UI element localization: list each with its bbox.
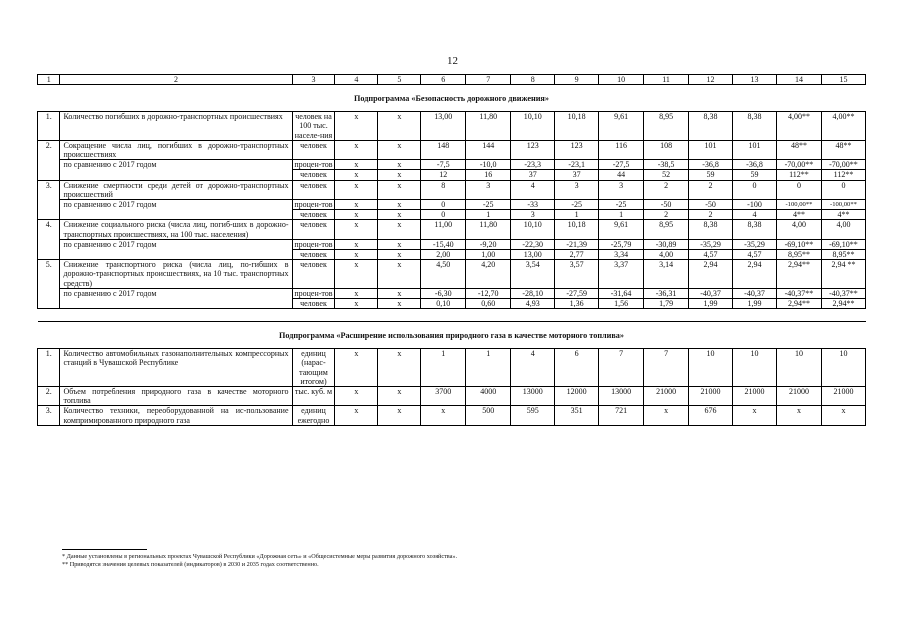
value-cell: 112** bbox=[821, 170, 865, 180]
value-cell: 7 bbox=[644, 349, 689, 387]
value-cell: -40,37 bbox=[733, 288, 777, 298]
value-cell: 10 bbox=[776, 349, 821, 387]
row-number: 3. bbox=[38, 180, 60, 220]
value-cell: 2 bbox=[644, 210, 689, 220]
value-cell: -100 bbox=[733, 200, 777, 210]
indicator-name: Снижение транспортного риска (числа лиц, по-гибших в дорожно-транспортных происшествиях, на 10 тыс. транспортных средств) bbox=[60, 260, 292, 289]
value-cell: 500 bbox=[466, 406, 511, 425]
header-cell: 1 bbox=[38, 75, 60, 85]
value-cell: 13000 bbox=[511, 387, 555, 406]
value-cell: 59 bbox=[733, 170, 777, 180]
value-cell: x bbox=[378, 220, 421, 239]
value-cell: x bbox=[335, 239, 378, 249]
value-cell: 1,00 bbox=[466, 250, 511, 260]
value-cell: x bbox=[335, 210, 378, 220]
value-cell: x bbox=[335, 299, 378, 309]
value-cell: -38,5 bbox=[644, 160, 689, 170]
unit-cell: человек bbox=[292, 210, 335, 220]
value-cell: x bbox=[335, 220, 378, 239]
value-cell: 101 bbox=[733, 140, 777, 159]
section-title-row bbox=[38, 85, 866, 112]
value-cell: 8,95 bbox=[644, 220, 689, 239]
value-cell: 3,54 bbox=[511, 260, 555, 289]
value-cell: x bbox=[378, 288, 421, 298]
value-cell: 2,94** bbox=[776, 299, 821, 309]
unit-cell: процен-тов bbox=[292, 160, 335, 170]
indicator-name: по сравнению с 2017 годом bbox=[60, 239, 292, 259]
indicator-name: Сокращение числа лиц, погибших в дорожно-транспортных происшествиях bbox=[60, 140, 292, 159]
value-cell: 21000 bbox=[821, 387, 865, 406]
value-cell: 4** bbox=[821, 210, 865, 220]
value-cell: 3,37 bbox=[599, 260, 644, 289]
value-cell: 0 bbox=[421, 200, 466, 210]
value-cell: x bbox=[378, 140, 421, 159]
unit-cell: единиц (нарас-тающим итогом) bbox=[292, 349, 335, 387]
value-cell: 3,34 bbox=[599, 250, 644, 260]
header-cell: 11 bbox=[644, 75, 689, 85]
value-cell: -7,5 bbox=[421, 160, 466, 170]
indicator-name: Количество техники, переоборудованной на ис-пользование компримированного природного газа bbox=[60, 406, 292, 425]
value-cell: -40,37 bbox=[689, 288, 733, 298]
value-cell: 12 bbox=[421, 170, 466, 180]
value-cell: 2 bbox=[689, 180, 733, 199]
value-cell: 10,18 bbox=[555, 112, 599, 141]
header-cell: 15 bbox=[821, 75, 865, 85]
value-cell: x bbox=[378, 299, 421, 309]
value-cell: 12000 bbox=[555, 387, 599, 406]
value-cell: 8,38 bbox=[733, 112, 777, 141]
value-cell: -6,30 bbox=[421, 288, 466, 298]
unit-cell: тыс. куб. м bbox=[292, 387, 335, 406]
value-cell: 0,60 bbox=[466, 299, 511, 309]
value-cell: 10,10 bbox=[511, 220, 555, 239]
value-cell: 8,38 bbox=[689, 112, 733, 141]
value-cell: x bbox=[378, 387, 421, 406]
value-cell: -27,59 bbox=[555, 288, 599, 298]
value-cell: 8 bbox=[421, 180, 466, 199]
row-number: 1. bbox=[38, 349, 60, 387]
value-cell: -23,3 bbox=[511, 160, 555, 170]
value-cell: 4 bbox=[511, 180, 555, 199]
value-cell: 1,99 bbox=[733, 299, 777, 309]
value-cell: 10 bbox=[689, 349, 733, 387]
indicator-name: по сравнению с 2017 годом bbox=[60, 288, 292, 308]
table-row bbox=[38, 288, 866, 298]
table-row bbox=[38, 260, 866, 289]
value-cell: 6 bbox=[555, 349, 599, 387]
value-cell: 1 bbox=[599, 210, 644, 220]
value-cell: x bbox=[776, 406, 821, 425]
value-cell: 48** bbox=[821, 140, 865, 159]
value-cell: x bbox=[335, 288, 378, 298]
header-cell: 2 bbox=[60, 75, 292, 85]
value-cell: 4** bbox=[776, 210, 821, 220]
value-cell: 3700 bbox=[421, 387, 466, 406]
value-cell: 112** bbox=[776, 170, 821, 180]
value-cell: 10,18 bbox=[555, 220, 599, 239]
header-cell: 6 bbox=[421, 75, 466, 85]
value-cell: 4,00 bbox=[644, 250, 689, 260]
value-cell: 0,10 bbox=[421, 299, 466, 309]
value-cell: x bbox=[378, 349, 421, 387]
header-cell: 8 bbox=[511, 75, 555, 85]
value-cell: 37 bbox=[511, 170, 555, 180]
value-cell: 10,10 bbox=[511, 112, 555, 141]
value-cell: 2,94** bbox=[821, 299, 865, 309]
value-cell: -15,40 bbox=[421, 239, 466, 249]
value-cell: x bbox=[335, 387, 378, 406]
value-cell: 101 bbox=[689, 140, 733, 159]
unit-cell: человек bbox=[292, 250, 335, 260]
value-cell: x bbox=[335, 260, 378, 289]
value-cell: -23,1 bbox=[555, 160, 599, 170]
value-cell: x bbox=[335, 349, 378, 387]
value-cell: 9,61 bbox=[599, 112, 644, 141]
footnotes bbox=[62, 553, 842, 569]
value-cell: 3,14 bbox=[644, 260, 689, 289]
unit-cell: процен-тов bbox=[292, 239, 335, 249]
value-cell: 2,94 ** bbox=[821, 260, 865, 289]
row-number: 3. bbox=[38, 406, 60, 425]
value-cell: 123 bbox=[555, 140, 599, 159]
value-cell: 4,57 bbox=[689, 250, 733, 260]
value-cell: 8,95** bbox=[821, 250, 865, 260]
value-cell: 4,00** bbox=[776, 112, 821, 141]
table-row bbox=[38, 239, 866, 249]
value-cell: x bbox=[378, 160, 421, 170]
value-cell: 1 bbox=[466, 210, 511, 220]
value-cell: 37 bbox=[555, 170, 599, 180]
value-cell: 2,00 bbox=[421, 250, 466, 260]
value-cell: 1 bbox=[466, 349, 511, 387]
value-cell: 3,57 bbox=[555, 260, 599, 289]
row-number: 1. bbox=[38, 112, 60, 141]
value-cell: x bbox=[335, 160, 378, 170]
value-cell: 13000 bbox=[599, 387, 644, 406]
header-cell: 10 bbox=[599, 75, 644, 85]
value-cell: 4,00** bbox=[821, 112, 865, 141]
indicator-name: Количество автомобильных газонаполнительных компрессорных станций в Чувашской Республике bbox=[60, 349, 292, 387]
value-cell: 595 bbox=[511, 406, 555, 425]
indicator-name: Снижение смертности среди детей от дорожно-транспортных происшествий bbox=[60, 180, 292, 199]
value-cell: x bbox=[335, 112, 378, 141]
value-cell: 4,57 bbox=[733, 250, 777, 260]
indicator-name: Количество погибших в дорожно-транспортных происшествиях bbox=[60, 112, 292, 141]
value-cell: -40,37** bbox=[776, 288, 821, 298]
value-cell: -36,8 bbox=[689, 160, 733, 170]
value-cell: 13,00 bbox=[511, 250, 555, 260]
value-cell: -9,20 bbox=[466, 239, 511, 249]
table-row bbox=[38, 349, 866, 387]
value-cell: -27,5 bbox=[599, 160, 644, 170]
value-cell: 3 bbox=[599, 180, 644, 199]
indicator-name: по сравнению с 2017 годом bbox=[60, 200, 292, 220]
value-cell: 4000 bbox=[466, 387, 511, 406]
value-cell: x bbox=[335, 140, 378, 159]
value-cell: 0 bbox=[821, 180, 865, 199]
value-cell: -31,64 bbox=[599, 288, 644, 298]
value-cell: -36,8 bbox=[733, 160, 777, 170]
value-cell: 11,80 bbox=[466, 220, 511, 239]
value-cell: 10 bbox=[733, 349, 777, 387]
value-cell: 59 bbox=[689, 170, 733, 180]
value-cell: -70,00** bbox=[776, 160, 821, 170]
header-cell: 5 bbox=[378, 75, 421, 85]
gap-cell bbox=[38, 309, 866, 322]
value-cell: 1,36 bbox=[555, 299, 599, 309]
unit-cell: единиц ежегодно bbox=[292, 406, 335, 425]
value-cell: 21000 bbox=[733, 387, 777, 406]
value-cell: 0 bbox=[421, 210, 466, 220]
value-cell: x bbox=[335, 250, 378, 260]
row-number: 5. bbox=[38, 260, 60, 309]
value-cell: 2,77 bbox=[555, 250, 599, 260]
value-cell: 144 bbox=[466, 140, 511, 159]
indicators-table bbox=[37, 74, 866, 426]
value-cell: -50 bbox=[689, 200, 733, 210]
value-cell: 21000 bbox=[689, 387, 733, 406]
value-cell: 3 bbox=[511, 210, 555, 220]
unit-cell: человек bbox=[292, 180, 335, 199]
unit-cell: процен-тов bbox=[292, 200, 335, 210]
value-cell: -69,10** bbox=[776, 239, 821, 249]
value-cell: 4,93 bbox=[511, 299, 555, 309]
value-cell: 4 bbox=[511, 349, 555, 387]
indicator-name: Объем потребления природного газа в качестве моторного топлива bbox=[60, 387, 292, 406]
value-cell: 8,38 bbox=[733, 220, 777, 239]
value-cell: -70,00** bbox=[821, 160, 865, 170]
value-cell: -100,00** bbox=[821, 200, 865, 210]
header-row bbox=[38, 75, 866, 85]
value-cell: 108 bbox=[644, 140, 689, 159]
value-cell: x bbox=[733, 406, 777, 425]
value-cell: -10,0 bbox=[466, 160, 511, 170]
value-cell: 8,38 bbox=[689, 220, 733, 239]
unit-cell: процен-тов bbox=[292, 288, 335, 298]
value-cell: 123 bbox=[511, 140, 555, 159]
value-cell: -100,00** bbox=[776, 200, 821, 210]
value-cell: -25,79 bbox=[599, 239, 644, 249]
unit-cell: человек bbox=[292, 299, 335, 309]
value-cell: 676 bbox=[689, 406, 733, 425]
table-row bbox=[38, 160, 866, 170]
value-cell: 1,99 bbox=[689, 299, 733, 309]
value-cell: x bbox=[821, 406, 865, 425]
value-cell: 4,00 bbox=[821, 220, 865, 239]
row-number: 2. bbox=[38, 387, 60, 406]
value-cell: 0 bbox=[733, 180, 777, 199]
value-cell: 2 bbox=[689, 210, 733, 220]
value-cell: 8,95** bbox=[776, 250, 821, 260]
header-cell: 12 bbox=[689, 75, 733, 85]
header-cell: 14 bbox=[776, 75, 821, 85]
indicator-name: по сравнению с 2017 годом bbox=[60, 160, 292, 180]
value-cell: 2,94 bbox=[689, 260, 733, 289]
value-cell: -25 bbox=[555, 200, 599, 210]
unit-cell: человек bbox=[292, 140, 335, 159]
footnote-1: * Данные установлены в региональных проектах Чувашской Республики «Дорожная сеть» и «Общесистемные меры развития дорожного хозяйства». bbox=[62, 553, 458, 560]
value-cell: x bbox=[378, 239, 421, 249]
value-cell: x bbox=[378, 210, 421, 220]
value-cell: 148 bbox=[421, 140, 466, 159]
value-cell: x bbox=[378, 180, 421, 199]
value-cell: -12,70 bbox=[466, 288, 511, 298]
value-cell: 11,80 bbox=[466, 112, 511, 141]
value-cell: -21,39 bbox=[555, 239, 599, 249]
value-cell: 116 bbox=[599, 140, 644, 159]
value-cell: -36,31 bbox=[644, 288, 689, 298]
value-cell: x bbox=[378, 250, 421, 260]
value-cell: -40,37** bbox=[821, 288, 865, 298]
value-cell: x bbox=[644, 406, 689, 425]
value-cell: 4,20 bbox=[466, 260, 511, 289]
value-cell: x bbox=[378, 200, 421, 210]
value-cell: x bbox=[335, 200, 378, 210]
value-cell: 4,00 bbox=[776, 220, 821, 239]
table-row bbox=[38, 387, 866, 406]
value-cell: 3 bbox=[555, 180, 599, 199]
value-cell: 1 bbox=[555, 210, 599, 220]
value-cell: 721 bbox=[599, 406, 644, 425]
header-cell: 4 bbox=[335, 75, 378, 85]
value-cell: 48** bbox=[776, 140, 821, 159]
value-cell: -28,10 bbox=[511, 288, 555, 298]
value-cell: 10 bbox=[821, 349, 865, 387]
value-cell: x bbox=[378, 406, 421, 425]
unit-cell: человек bbox=[292, 220, 335, 239]
value-cell: 7 bbox=[599, 349, 644, 387]
value-cell: 11,00 bbox=[421, 220, 466, 239]
table-row bbox=[38, 200, 866, 210]
value-cell: x bbox=[378, 170, 421, 180]
section-gap bbox=[38, 309, 866, 322]
row-number: 4. bbox=[38, 220, 60, 260]
value-cell: 44 bbox=[599, 170, 644, 180]
value-cell: 0 bbox=[776, 180, 821, 199]
value-cell: 9,61 bbox=[599, 220, 644, 239]
value-cell: 2,94** bbox=[776, 260, 821, 289]
value-cell: 52 bbox=[644, 170, 689, 180]
page-number: 12 bbox=[447, 55, 458, 67]
table-row bbox=[38, 180, 866, 199]
value-cell: -35,29 bbox=[733, 239, 777, 249]
value-cell: -22,30 bbox=[511, 239, 555, 249]
value-cell: 1,56 bbox=[599, 299, 644, 309]
value-cell: 16 bbox=[466, 170, 511, 180]
value-cell: 21000 bbox=[644, 387, 689, 406]
value-cell: -25 bbox=[599, 200, 644, 210]
value-cell: x bbox=[335, 180, 378, 199]
section-title: Подпрограмма «Безопасность дорожного движения» bbox=[354, 93, 549, 103]
value-cell: 3 bbox=[466, 180, 511, 199]
header-cell: 9 bbox=[555, 75, 599, 85]
indicator-name: Снижение социального риска (числа лиц, погиб-ших в дорожно-транспортных происшествиях, на 100 тыс. населения) bbox=[60, 220, 292, 239]
unit-cell: человек на 100 тыс. населе-ния bbox=[292, 112, 335, 141]
table-row bbox=[38, 406, 866, 425]
value-cell: -35,29 bbox=[689, 239, 733, 249]
value-cell: 1 bbox=[421, 349, 466, 387]
value-cell: 4 bbox=[733, 210, 777, 220]
value-cell: 2,94 bbox=[733, 260, 777, 289]
value-cell: -69,10** bbox=[821, 239, 865, 249]
value-cell: x bbox=[421, 406, 466, 425]
header-cell: 13 bbox=[733, 75, 777, 85]
value-cell: 21000 bbox=[776, 387, 821, 406]
value-cell: x bbox=[335, 406, 378, 425]
value-cell: 2 bbox=[644, 180, 689, 199]
footnote-2: ** Приводятся значения целевых показателей (индикаторов) в 2030 и 2035 годах соответственно. bbox=[62, 561, 319, 568]
row-number: 2. bbox=[38, 140, 60, 180]
section-title: Подпрограмма «Расширение использования природного газа в качестве моторного топлива» bbox=[279, 330, 624, 340]
value-cell: -30,89 bbox=[644, 239, 689, 249]
table-row bbox=[38, 112, 866, 141]
value-cell: 1,79 bbox=[644, 299, 689, 309]
value-cell: x bbox=[378, 260, 421, 289]
value-cell: 4,50 bbox=[421, 260, 466, 289]
unit-cell: человек bbox=[292, 170, 335, 180]
table-row bbox=[38, 220, 866, 239]
value-cell: x bbox=[378, 112, 421, 141]
header-cell: 3 bbox=[292, 75, 335, 85]
value-cell: -50 bbox=[644, 200, 689, 210]
unit-cell: человек bbox=[292, 260, 335, 289]
section-title-row bbox=[38, 322, 866, 349]
value-cell: -33 bbox=[511, 200, 555, 210]
table-row bbox=[38, 140, 866, 159]
value-cell: x bbox=[335, 170, 378, 180]
footnote-separator bbox=[62, 549, 147, 550]
header-cell: 7 bbox=[466, 75, 511, 85]
value-cell: 351 bbox=[555, 406, 599, 425]
value-cell: 8,95 bbox=[644, 112, 689, 141]
value-cell: -25 bbox=[466, 200, 511, 210]
value-cell: 13,00 bbox=[421, 112, 466, 141]
